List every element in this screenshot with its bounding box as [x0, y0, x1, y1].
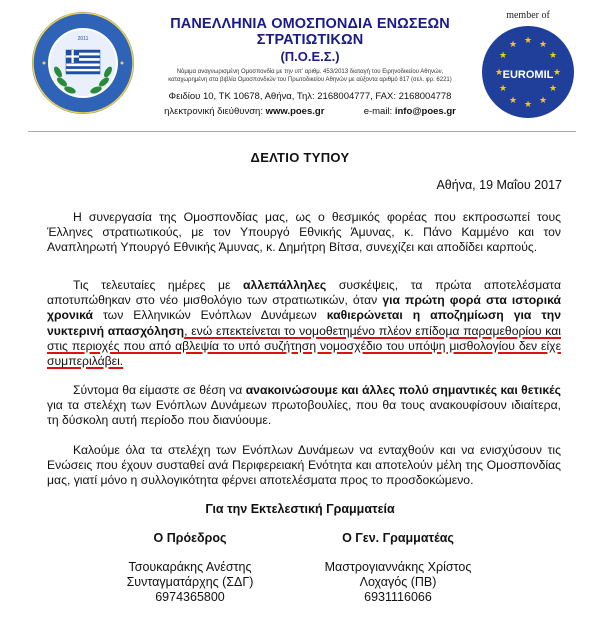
signature-right: [298, 531, 498, 605]
p3-text-a: Σύντομα θα είμαστε σε θέση να: [73, 383, 246, 397]
p2-text-c: συσκέψεις, τα πρώτα αποτελέσματα αποτυπώθηκαν στο νέο μισθολόγιο των στρατιωτικών, όταν: [47, 278, 561, 308]
email-link[interactable]: info@poes.gr: [394, 106, 456, 117]
signatures-heading: Για την Εκτελεστική Γραμματεία: [205, 502, 395, 516]
svg-text:★: ★: [508, 96, 518, 106]
paragraph-3: [47, 383, 561, 429]
svg-text:★: ★: [498, 84, 508, 94]
registration-line-2: καταχωρημένη στα βιβλία Ομοσπονδιών του Πρωτοδικείου Αθηνών με αύξοντα αριθμό 817 (σελ. φρ. 6221): [168, 76, 452, 83]
org-abbreviation: (Π.Ο.Ε.Σ.): [280, 49, 340, 64]
secretary-rank: Λοχαγός (ΠΒ): [359, 575, 437, 589]
poes-logo: [30, 10, 136, 116]
registration-text: [140, 69, 480, 84]
svg-text:★: ★: [498, 51, 508, 61]
svg-text:★: ★: [538, 96, 548, 106]
email-label: e-mail:: [363, 106, 393, 117]
org-header: [140, 16, 480, 117]
svg-text:★: ★: [548, 51, 558, 61]
paragraph-2: [47, 278, 561, 369]
svg-text:★: ★: [508, 40, 518, 50]
document-date: Αθήνα, 19 Μαΐου 2017: [436, 178, 562, 192]
p2-bold-d: για πρώτη φορά στα ιστορικά χρονικά: [47, 293, 561, 323]
svg-text:★: ★: [548, 84, 558, 94]
document-title: ΔΕΛΤΙΟ ΤΥΠΟΥ: [250, 150, 350, 165]
p2-bold-b: αλλεπάλληλες: [243, 278, 327, 292]
secretary-name: Μαστρογιαννάκης Χρίστος: [324, 560, 472, 574]
signature-left: [90, 531, 290, 605]
p3-bold-b: ανακοινώσουμε και άλλες πολύ σημαντικές και θετικές: [245, 383, 561, 397]
svg-text:★: ★: [523, 100, 533, 110]
svg-text:2011: 2011: [77, 36, 89, 42]
euromil-logo: [478, 8, 578, 124]
org-contact: [140, 106, 480, 117]
svg-text:★: ★: [523, 36, 533, 46]
svg-text:★: ★: [538, 40, 548, 50]
svg-text:★: ★: [494, 68, 504, 78]
p2-bold-f: καθιερώνεται η αποζημίωση για την νυκτερινή απασχόληση: [47, 308, 561, 338]
p2-text-e: των Ελληνικών Ενόπλων Δυνάμεων: [93, 308, 327, 323]
president-name: Τσουκαράκης Ανέστης: [128, 560, 252, 574]
president-rank: Συνταγματάρχης (ΣΔΓ): [126, 575, 254, 589]
website-link[interactable]: www.poes.gr: [265, 106, 325, 117]
p2-text-a: Τις τελευταίες ημέρες με: [73, 278, 244, 292]
header-divider: [28, 131, 576, 132]
p2-underlined-g: , ενώ επεκτείνεται το νομοθετημένο πλέον επίδομα παραμεθορίου και στις περιοχές που από αβλεψία το υπό συζήτηση νομοσχέδιο του υπόψη μισθολογίου δεν είχε συμπεριλάβει.: [47, 323, 561, 369]
paragraph-4: Καλούμε όλα τα στελέχη των Ενόπλων Δυνάμεων να ενταχθούν και να ενισχύσουν τις Ενώσεις που έχουν συσταθεί ανά Περιφερειακή Ενότητα και αποτελούν μέλη της Ομοσπονδίας μας, γιατί μόνο η συλλογικότητα φέρνει αποτελέσματα προς το προσδοκώμενο.: [47, 443, 561, 488]
paragraph-1: Η συνεργασία της Ομοσπονδίας μας, ως ο θεσμικός φορέας που εκπροσωπεί τους Έλληνες στρατιωτικούς, με τον Υπουργό Εθνικής Άμυνας, κ. Πάνο Καμμένο και τον Αναπληρωτή Υπουργό Εθνικής Άμυνας, κ. Δημήτρη Βίτσα, συνεχίζει και αποδίδει καρπούς.: [47, 210, 561, 255]
org-address: Φειδίου 10, ΤΚ 10678, Αθήνα, Τηλ: 2168004777, FAX: 2168004778: [168, 91, 452, 102]
web-label: ηλεκτρονική διεύθυνση:: [164, 106, 263, 117]
secretary-role: Ο Γεν. Γραμματέας: [342, 531, 454, 545]
greek-flag-icon: [66, 50, 100, 74]
svg-text:member of: member of: [506, 10, 550, 21]
president-phone: 6974365800: [155, 590, 225, 604]
secretary-phone: 6931116066: [364, 590, 432, 604]
president-role: Ο Πρόεδρος: [153, 531, 227, 545]
registration-line-1: Νόμιμα αναγνωρισμένη Ομοσπονδία με την υπ' αριθμ. 453/2013 διαταγή του Ειρηνοδικείου Αθηνών,: [176, 69, 444, 75]
org-title: ΠΑΝΕΛΛΗΝΙΑ ΟΜΟΣΠΟΝΔΙΑ ΕΝΩΣΕΩΝ ΣΤΡΑΤΙΩΤΙΚΩΝ: [170, 16, 450, 48]
svg-text:EUROMIL: EUROMIL: [502, 69, 554, 81]
p3-text-c: για τα στελέχη των Ενόπλων Δυνάμεων πρωτοβουλίες, που θα τους ανακουφίσουν ιδιαίτερα, τη δύσκολη αυτή περίοδο που διανύουμε.: [47, 398, 561, 428]
svg-text:★: ★: [552, 68, 562, 78]
